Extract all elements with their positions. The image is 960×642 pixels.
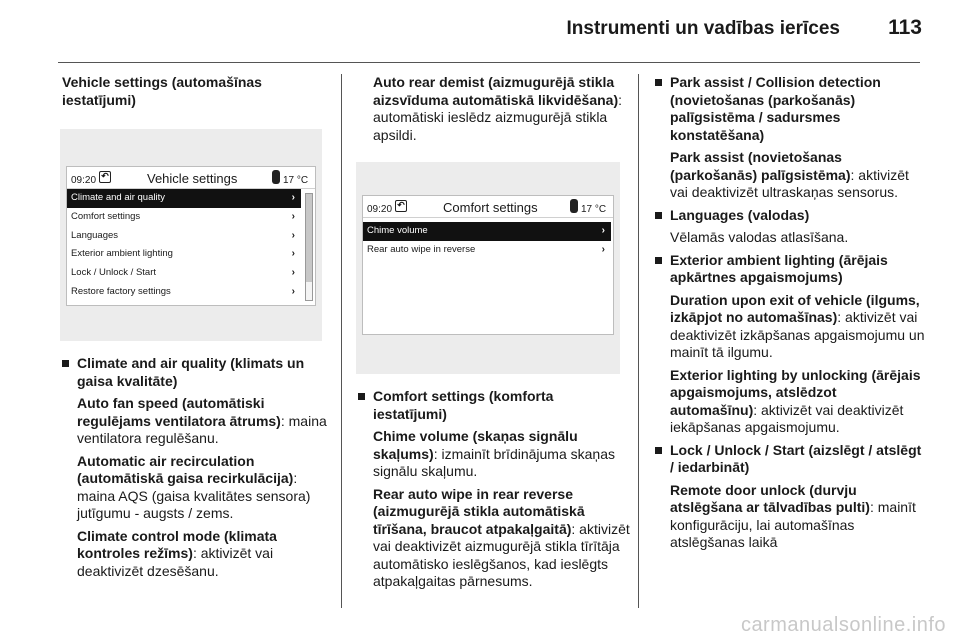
bullet-icon xyxy=(62,360,69,367)
column-3 xyxy=(655,74,927,557)
menu-item-rear-auto-wipe[interactable]: Rear auto wipe in reverse › xyxy=(363,241,611,260)
comfort-settings-screen-image xyxy=(356,162,620,374)
thermometer-icon xyxy=(570,199,578,213)
chevron-right-icon: › xyxy=(291,210,295,222)
clock-readout: 09:20 xyxy=(71,175,97,186)
header-rule xyxy=(58,62,920,63)
paragraph: Auto fan speed (automātiski regulējams ventilatora ātrums): maina ventilatora regulēšanu. xyxy=(77,395,327,446)
scrollbar-thumb[interactable] xyxy=(306,194,312,282)
bullet-icon xyxy=(655,257,662,264)
screen-title: Comfort settings xyxy=(443,200,538,215)
paragraph: Auto rear demist (aizmugurējā stikla aizsvīduma automātiskā likvidēšana): automātiski ieslēdz aizmugurējā stikla apsildi. xyxy=(373,74,622,143)
paragraph: Park assist (novietošanas (parkošanās) palīgsistēma): aktivizēt vai deaktivizēt ultraskaņas sensorus. xyxy=(670,149,909,200)
paragraph: Rear auto wipe in rear reverse (aizmugurējā stikla automātiskā tīrīšana, braucot atpakaļgaitā): aktivizēt vai deaktivizēt aizmugurējā stikla tīrītāja automātisko ieslēgšanos, kad ieslēgts atpakaļgaitas pārnesums. xyxy=(373,485,630,589)
watermark: carmanualsonline.info xyxy=(740,614,946,636)
display-screen xyxy=(66,166,316,306)
column-divider xyxy=(341,74,342,608)
chevron-right-icon: › xyxy=(291,267,295,279)
menu-item-climate[interactable]: Climate and air quality › xyxy=(67,189,301,208)
menu-item-comfort[interactable]: Comfort settings › xyxy=(67,208,301,227)
screen-title: Vehicle settings xyxy=(147,171,238,186)
back-icon: ↶ xyxy=(395,200,407,212)
bullet-icon xyxy=(655,79,662,86)
bullet-lock-unlock: Lock / Unlock / Start (aizslēgt / atslēgt / iedarbināt) xyxy=(655,442,927,477)
bullet-comfort: Comfort settings (komforta iestatījumi) xyxy=(358,388,630,423)
section-title: Vehicle settings (automašīnas iestatījumi) xyxy=(62,74,262,108)
menu-item-restore-factory[interactable]: Restore factory settings › xyxy=(67,283,301,302)
back-icon: ↶ xyxy=(99,171,111,183)
chevron-right-icon: › xyxy=(601,225,605,236)
paragraph: Vēlamās valodas atlasīšana. xyxy=(670,229,849,245)
clock-readout: 09:20 xyxy=(367,204,393,215)
column-divider xyxy=(638,74,639,608)
running-header xyxy=(0,14,922,46)
bullet-icon xyxy=(358,393,365,400)
chevron-right-icon: › xyxy=(291,248,295,260)
screen-top-bar xyxy=(363,196,613,218)
chevron-right-icon: › xyxy=(291,229,295,241)
screen-top-bar xyxy=(67,167,315,189)
display-screen xyxy=(362,195,614,335)
menu-item-exterior-lighting[interactable]: Exterior ambient lighting › xyxy=(67,245,301,264)
paragraph: Exterior lighting by unlocking (ārējais apgaismojums, atslēdzot automašīnu): aktivizēt vai deaktivizēt iekāpšanas apgaismojumu. xyxy=(670,366,921,435)
paragraph: Climate control mode (klimata kontroles režīms): aktivizēt vai deaktivizēt dzesēšanu. xyxy=(77,527,277,579)
chevron-right-icon: › xyxy=(291,192,295,203)
menu-item-languages[interactable]: Languages › xyxy=(67,227,301,246)
thermometer-icon xyxy=(272,170,280,184)
paragraph: Duration upon exit of vehicle (ilgums, izkāpjot no automašīnas): aktivizēt vai deaktivizēt izkāpšanas apgaismojumu un mainīt tā ilgumu. xyxy=(670,291,925,360)
vehicle-settings-screen-image xyxy=(60,129,322,341)
bullet-climate: Climate and air quality (klimats un gaisa kvalitāte) xyxy=(62,355,330,390)
chevron-right-icon: › xyxy=(291,285,295,297)
page-number: 113 xyxy=(888,16,922,39)
bullet-icon xyxy=(655,447,662,454)
menu-item-lock-unlock[interactable]: Lock / Unlock / Start › xyxy=(67,264,301,283)
column-2 xyxy=(358,74,630,596)
page-header-title: Instrumenti un vadības ierīces xyxy=(566,18,840,39)
paragraph: Remote door unlock (durvju atslēgšana ar tālvadības pulti): mainīt konfigurāciju, lai automašīnas atslēgšanas laikā xyxy=(670,481,916,550)
chevron-right-icon: › xyxy=(601,243,605,255)
column-1 xyxy=(62,74,330,585)
bullet-icon xyxy=(655,212,662,219)
paragraph: Automatic air recirculation (automātiskā gaisa recirkulācija): maina AQS (gaisa kvalitātes sensora) jutīgumu - augsts / zems. xyxy=(77,452,311,521)
paragraph: Chime volume (skaņas signālu skaļums): izmainīt brīdinājuma skaņas signālu skaļumu. xyxy=(373,428,616,479)
menu-item-chime-volume[interactable]: Chime volume › xyxy=(363,222,611,241)
temperature-readout: 17 °C xyxy=(581,204,607,215)
bullet-park-assist: Park assist / Collision detection (novietošanas (parkošanās) palīgsistēma / sadursmes konstatēšana) xyxy=(655,74,927,144)
bullet-languages: Languages (valodas) xyxy=(655,207,927,225)
scrollbar[interactable] xyxy=(305,193,313,301)
bullet-exterior-lighting: Exterior ambient lighting (ārējais apkārtnes apgaismojums) xyxy=(655,252,927,287)
temperature-readout: 17 °C xyxy=(283,175,309,186)
